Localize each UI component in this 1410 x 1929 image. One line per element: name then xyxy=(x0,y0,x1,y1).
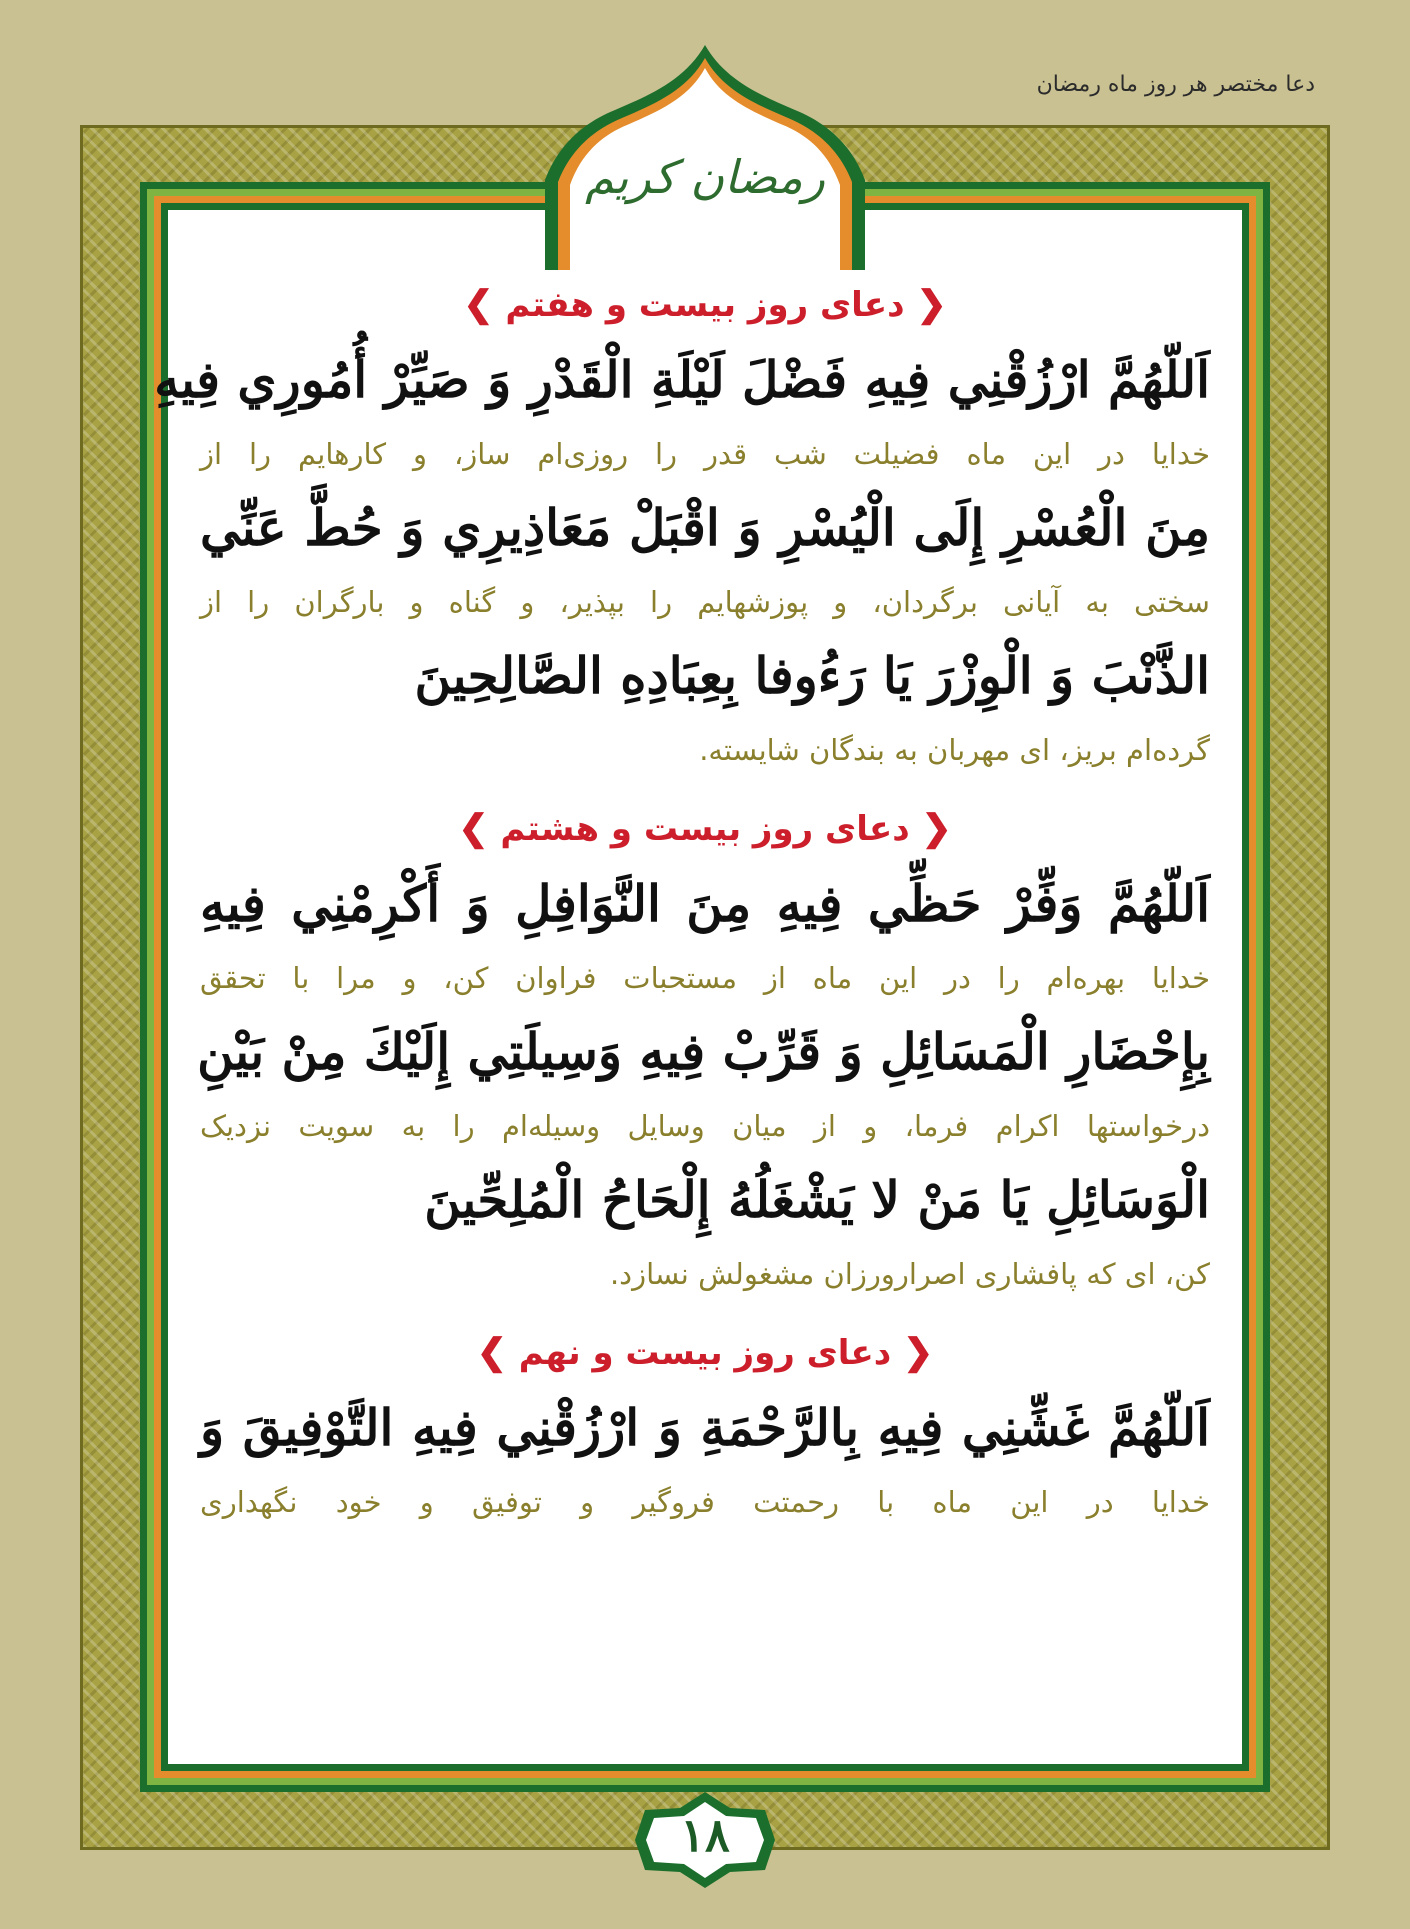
page-number: ۱۸ xyxy=(680,1808,730,1862)
persian-translation: درخواستها اکرام فرما، و از میان وسایل وسیله‌ام را به سویت نزدیک xyxy=(200,1109,1210,1143)
prayer-content xyxy=(154,270,1210,1534)
arabic-line: بِإِحْضَارِ الْمَسَائِلِ وَ قَرِّبْ فِيهِ وَسِيلَتِي إِلَيْكَ مِنْ بَيْنِ xyxy=(197,1022,1210,1081)
persian-translation: کن، ای که پافشاری اصرارورزان مشغولش نسازد. xyxy=(609,1257,1210,1291)
persian-translation: خدایا در این ماه با رحمتت فروگیر و توفیق و خود نگهداری xyxy=(200,1485,1210,1519)
ornament-close-icon: ❯ xyxy=(458,807,489,849)
section-heading xyxy=(200,1318,1210,1386)
heading-text: دعای روز بیست و هشتم xyxy=(500,809,910,849)
section-heading xyxy=(200,270,1210,338)
persian-translation: خدایا در این ماه فضیلت شب قدر را روزی‌ام ساز، و کارهایم را از xyxy=(200,437,1210,471)
arabic-line: اَللّهُمَّ وَفِّرْ حَظِّي فِيهِ مِنَ النَّوَافِلِ وَ أَكْرِمْنِي فِيهِ xyxy=(200,874,1210,933)
ornament-close-icon: ❯ xyxy=(463,283,494,325)
persian-translation: خدایا بهره‌ام را در این ماه از مستحبات فراوان کن، و مرا با تحقق xyxy=(200,961,1210,995)
arabic-line: اَللّهُمَّ غَشِّنِي فِيهِ بِالرَّحْمَةِ وَ ارْزُقْنِي فِيهِ التَّوْفِيقَ وَ xyxy=(200,1398,1210,1457)
ornament-close-icon: ❯ xyxy=(476,1331,507,1373)
section-heading xyxy=(200,794,1210,862)
heading-text: دعای روز بیست و هفتم xyxy=(505,285,905,325)
persian-translation: سختی به آیانی برگردان، و پوزشهایم را بپذیر، و گناه و بارگران را از xyxy=(200,585,1210,619)
arabic-line: اَللّهُمَّ ارْزُقْنِي فِيهِ فَضْلَ لَيْلَةِ الْقَدْرِ وَ صَيِّرْ أُمُورِي فِيهِ xyxy=(154,350,1210,409)
ornament-open-icon: ❮ xyxy=(921,807,952,849)
running-head: دعا مختصر هر روز ماه رمضان xyxy=(1036,72,1315,97)
arabic-line: الْوَسَائِلِ يَا مَنْ لا يَشْغَلُهُ إِلْحَاحُ الْمُلِحِّينَ xyxy=(424,1170,1210,1229)
ornament-open-icon: ❮ xyxy=(916,283,947,325)
persian-translation: گرده‌ام بریز، ای مهربان به بندگان شایسته. xyxy=(699,733,1210,767)
ornament-open-icon: ❮ xyxy=(903,1331,934,1373)
medallion-title: رمضان کریم xyxy=(585,150,825,204)
arabic-line: الذَّنْبَ وَ الْوِزْرَ يَا رَءُوفا بِعِبَادِهِ الصَّالِحِينَ xyxy=(414,646,1210,705)
heading-text: دعای روز بیست و نهم xyxy=(518,1333,892,1373)
arabic-line: مِنَ الْعُسْرِ إِلَى الْيُسْرِ وَ اقْبَلْ مَعَاذِيرِي وَ حُطَّ عَنِّي xyxy=(200,498,1210,557)
